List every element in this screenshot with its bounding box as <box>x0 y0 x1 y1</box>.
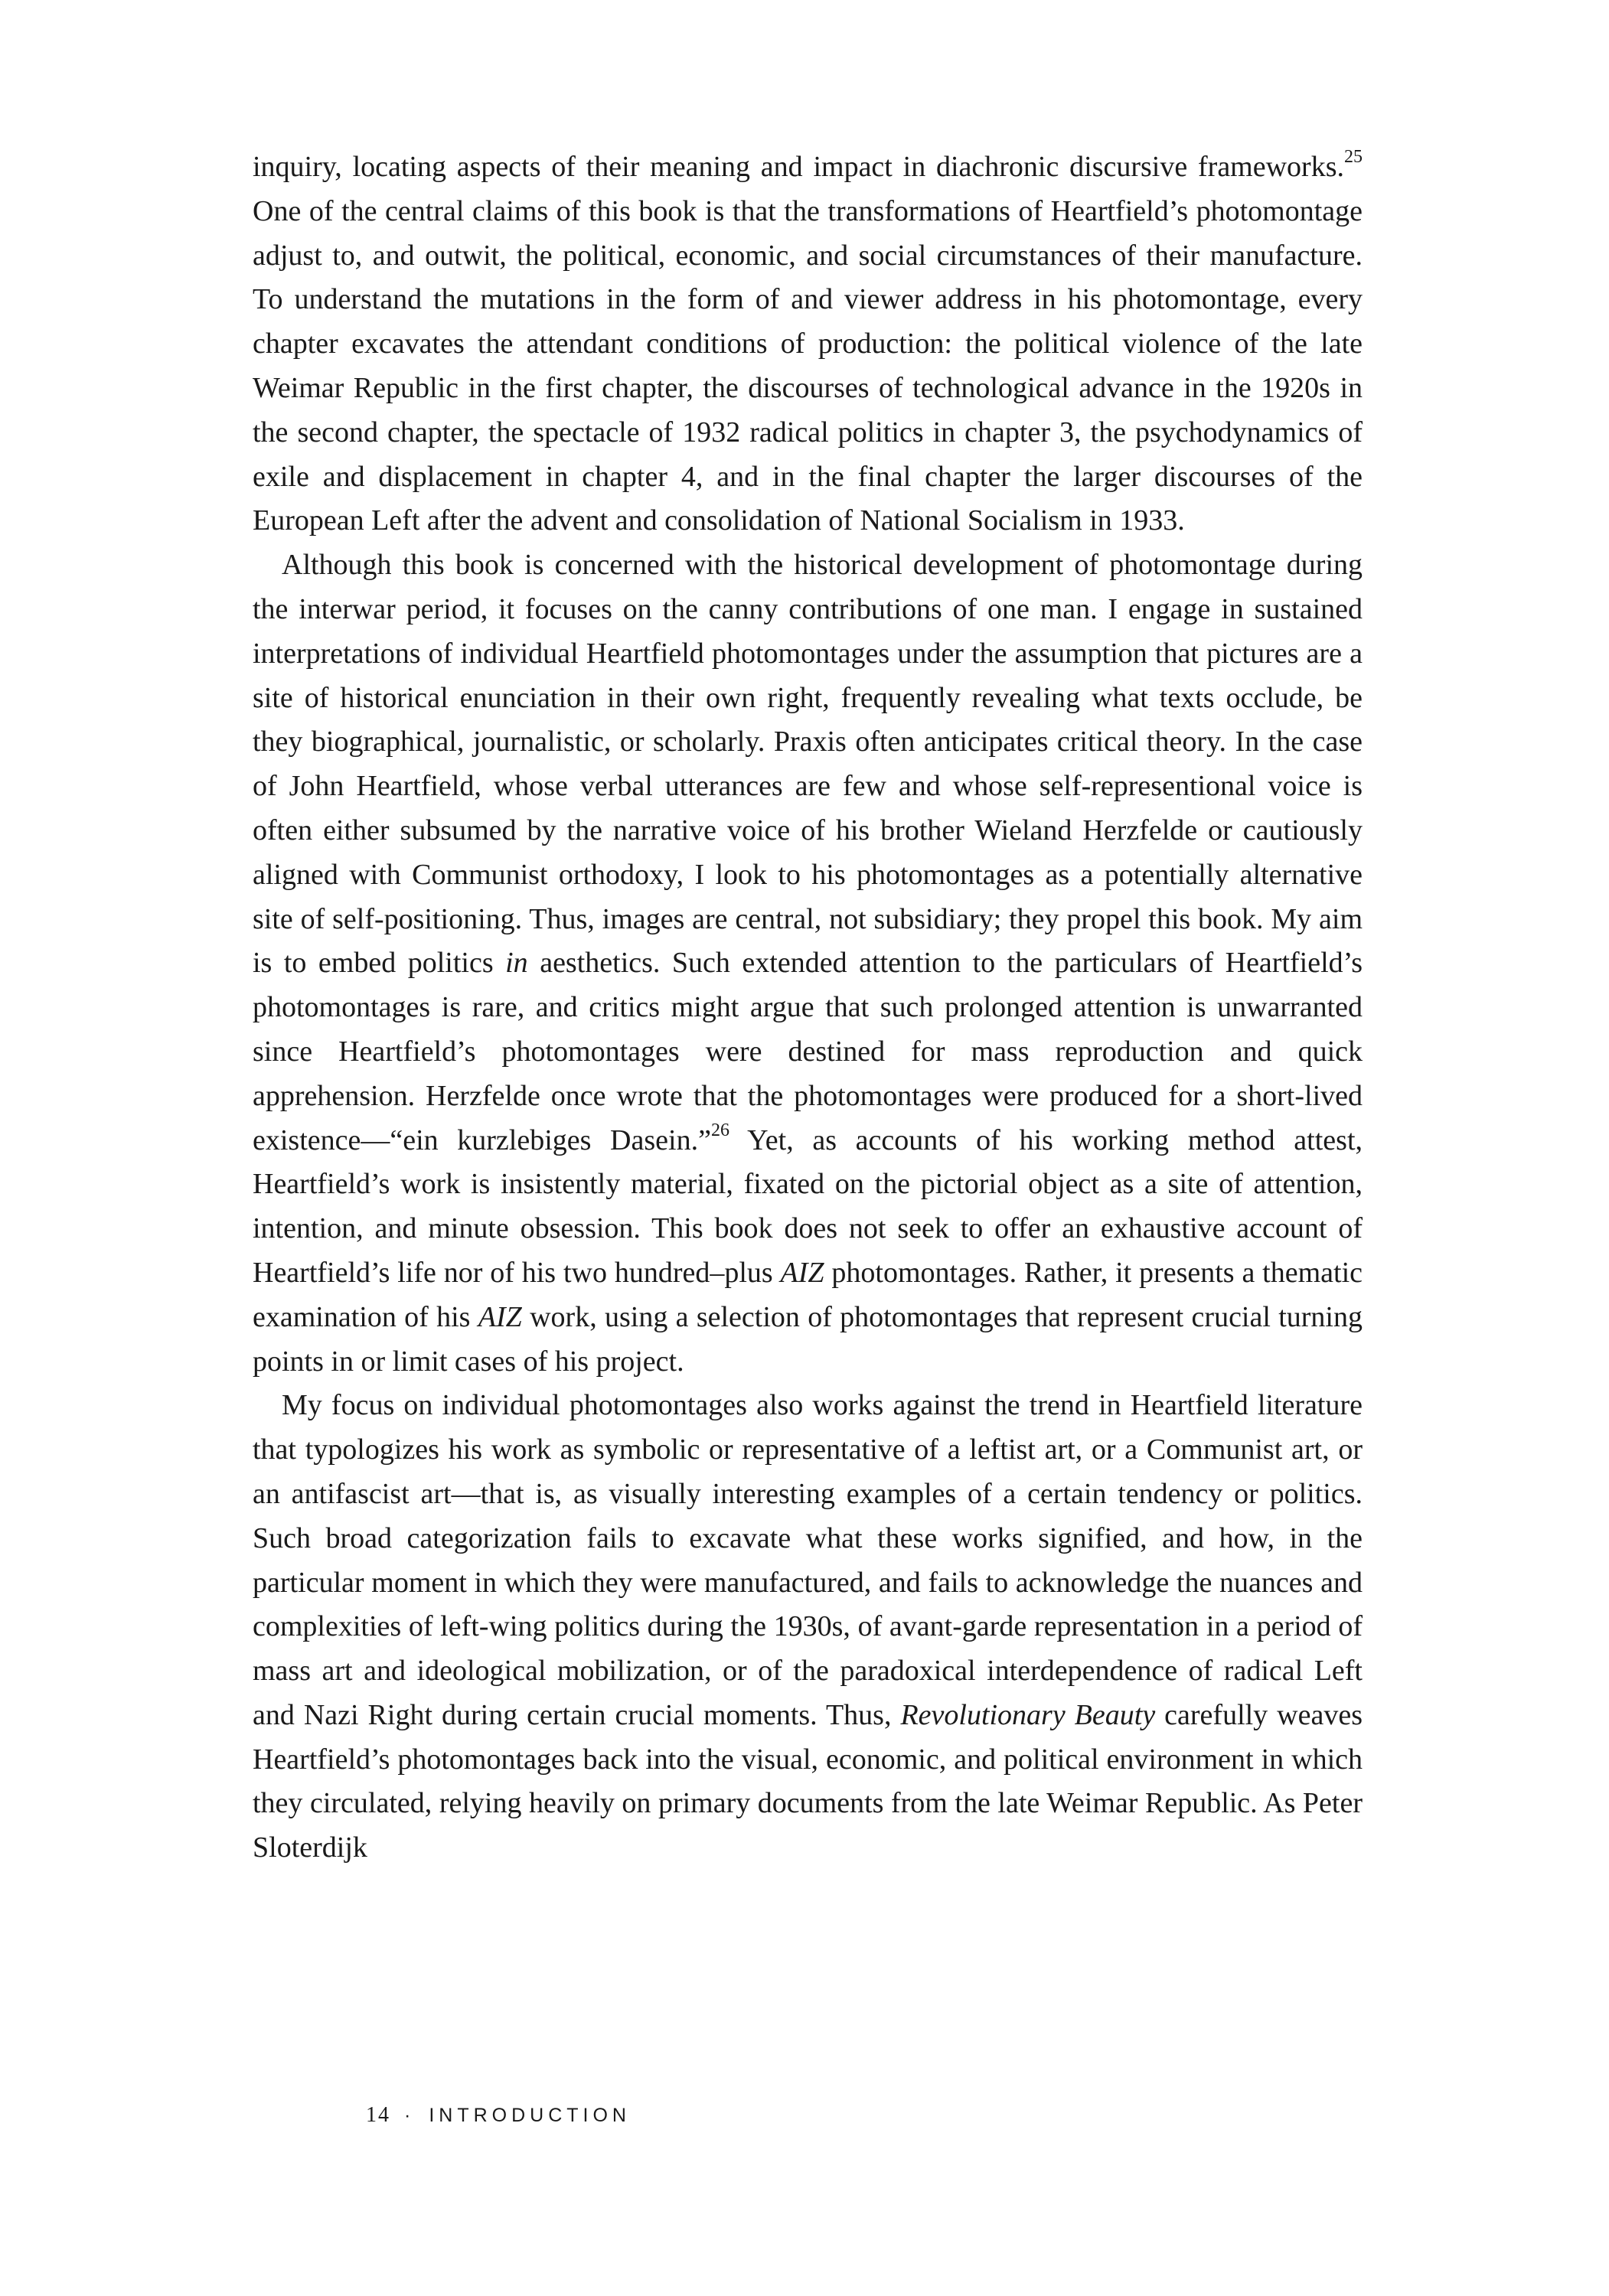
text-run: photomontages. Rather, it presents a thematic examination of his <box>253 1256 1363 1333</box>
page-number: 14 <box>366 2103 390 2127</box>
italic-text: Revolutionary Beauty <box>900 1698 1156 1731</box>
paragraph-1 <box>253 145 1363 543</box>
text-run: Yet, as accounts of his working method attest, Heartfield’s work is insistently material, fixated on the pictorial object as a site of attention, intention, and minute obsession. This book does not seek to offer an exhaustive account of Heartfield’s life nor of his two hundred–plus <box>253 1124 1363 1289</box>
text-run: One of the central claims of this book is that the transformations of Heartfield’s photomontage adjust to, and outwit, the political, economic, and social circumstances of their manufacture. To understand the mutations in the form of and viewer address in his photomontage, every chapter excavates the attendant conditions of production: the political violence of the late Weimar Republic in the first chapter, the discourses of technological advance in the 1920s in the second chapter, the spectacle of 1932 radical politics in chapter 3, the psychodynamics of exile and displacement in chapter 4, and in the final chapter the larger discourses of the European Left after the advent and consolidation of National Socialism in 1933. <box>253 194 1363 537</box>
paragraph-3 <box>253 1384 1363 1870</box>
footnote-ref: 25 <box>1344 147 1363 167</box>
italic-text: AIZ <box>780 1256 824 1289</box>
text-run: Although this book is concerned with the historical development of photomontage during the interwar period, it focuses on the canny contributions of one man. I engage in sustained interpretations of individual Heartfield photomontages under the assumption that pictures are a site of historical enunciation in their own right, frequently revealing what texts occlude, be they biographical, journalistic, or scholarly. Praxis often anticipates critical theory. In the case of John Heartfield, whose verbal utterances are few and whose self-representional voice is often either subsumed by the narrative voice of his brother Wieland Herzfelde or cautiously aligned with Communist orthodoxy, I look to his photomontages as a potentially alternative site of self-positioning. Thus, images are central, not subsidiary; they propel this book. My aim is to embed politics <box>253 549 1363 980</box>
paragraph-2 <box>253 543 1363 1384</box>
footer-separator: · <box>404 2105 416 2126</box>
running-footer <box>366 2103 631 2128</box>
footnote-ref: 26 <box>710 1120 729 1140</box>
text-run: My focus on individual photomontages also works against the trend in Heartfield literature that typologizes his work as symbolic or representative of a leftist art, or a Communist art, or an antifascist art—that is, as visually interesting examples of a certain tendency or politics. Such broad categorization fails to excavate what these works signified, and how, in the particular moment in which they were manufactured, and fails to acknowledge the nuances and complexities of left-wing politics during the 1930s, of avant-garde representation in a period of mass art and ideological mobilization, or of the paradoxical interdependence of radical Left and Nazi Right during certain crucial moments. Thus, <box>253 1389 1363 1731</box>
text-run: aesthetics. Such extended attention to the particulars of Heartfield’s photomontages is rare, and critics might argue that such prolonged attention is unwarranted since Heartfield’s photomontages were destined for mass reproduction and quick apprehension. Herzfelde once wrote that the photomontages were produced for a short-lived existence—“ein kurzlebiges Dasein.” <box>253 947 1363 1156</box>
italic-text: in <box>505 947 528 980</box>
text-run: carefully weaves Heartfield’s photomontages back into the visual, economic, and political environment in which they circulated, relying heavily on primary documents from the late Weimar Republic. As Peter Sloterdijk <box>253 1698 1363 1864</box>
text-run: inquiry, locating aspects of their meaning and impact in diachronic discursive frameworks. <box>253 151 1344 183</box>
section-title: INTRODUCTION <box>429 2105 631 2126</box>
body-text <box>253 145 1363 1870</box>
italic-text: AIZ <box>478 1300 522 1333</box>
text-run: work, using a selection of photomontages that represent crucial turning points in or limit cases of his project. <box>253 1300 1363 1378</box>
